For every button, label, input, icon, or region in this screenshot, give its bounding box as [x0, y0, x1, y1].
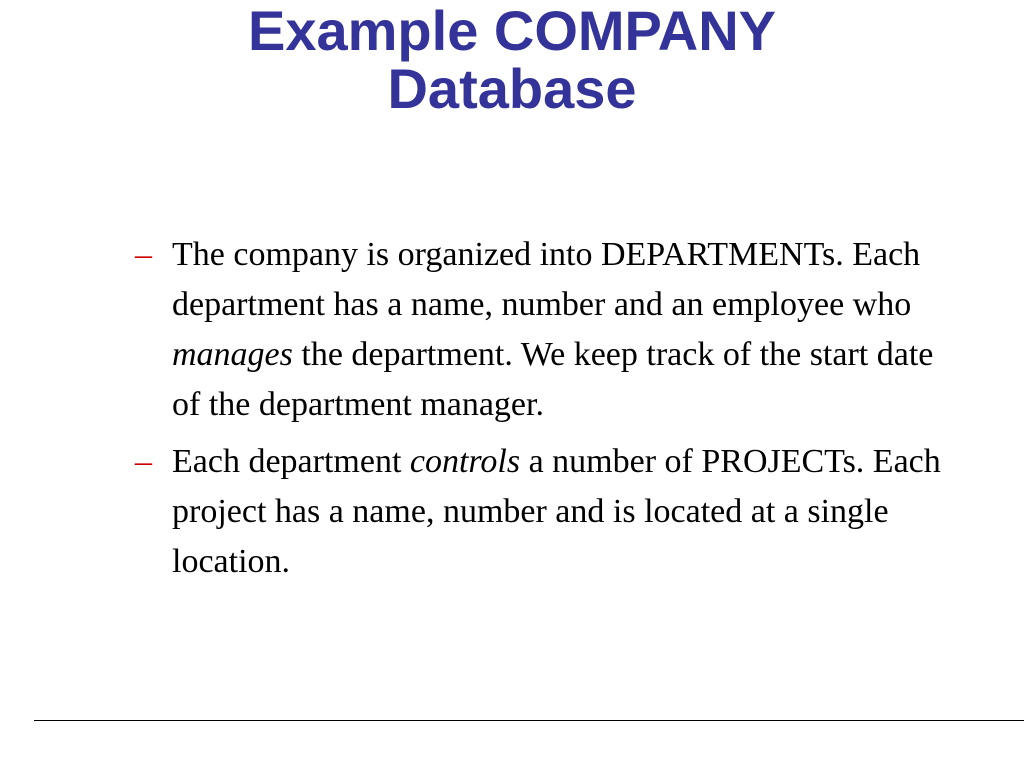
bullet-text: The company is organized into DEPARTMENTs. Each department has a name, number and an employee who: [172, 236, 921, 323]
bullet-list: [135, 230, 955, 594]
slide-title: [0, 2, 1024, 118]
slide-title-line-1: Example COMPANY: [248, 0, 776, 62]
bullet-emphasis: manages: [172, 336, 293, 373]
bullet-text: Each department: [172, 443, 410, 480]
bullet-dash: –: [135, 443, 152, 480]
bullet-text: a number of PROJECTs. Each project has a name, number and is located at a single location.: [172, 443, 941, 580]
bullet-text: the department. We keep track of the start date of the department manager.: [172, 336, 934, 423]
bullet-emphasis: controls: [409, 443, 521, 480]
bullet-item-projects: [135, 437, 955, 587]
bullet-item-departments: [135, 230, 955, 430]
slide-title-line-2: Database: [387, 57, 637, 120]
bullet-dash: –: [135, 236, 152, 273]
footer-divider: [34, 720, 1024, 721]
